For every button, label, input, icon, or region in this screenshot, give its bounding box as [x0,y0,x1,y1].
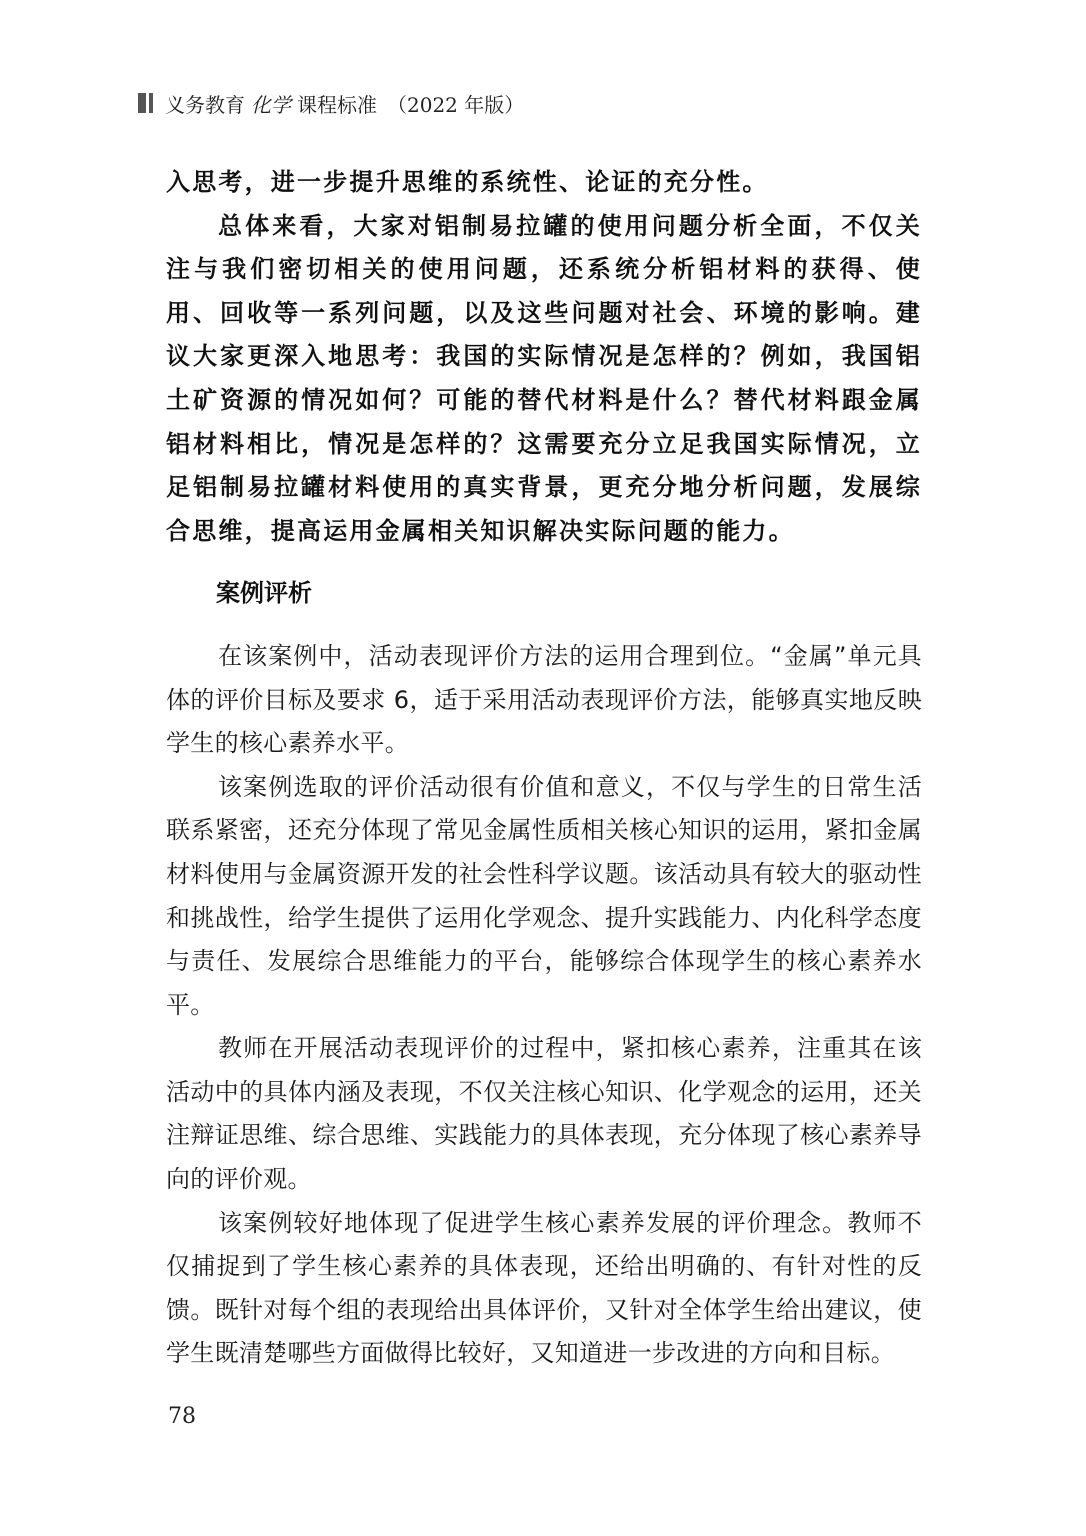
discussion-section [166,160,922,552]
header-bar-wide [138,93,146,113]
analysis-paragraph-3: 教师在开展活动表现评价的过程中，紧扣核心素养，注重其在该活动中的具体内涵及表现，不仅关注核心知识、化学观念的运用，还关注辩证思维、综合思维、实践能力的具体表现，充分体现了核心素养导向的评价观。 [166,1034,922,1194]
analysis-paragraph-2: 该案例选取的评价活动很有价值和意义，不仅与学生的日常生活联系紧密，还充分体现了常见金属性质相关核心知识的运用，紧扣金属材料使用与金属资源开发的社会性科学议题。该活动具有较大的驱动性和挑战性，给学生提供了运用化学观念、提升实践能力、内化科学态度与责任、发展综合思维能力的平台，能够综合体现学生的核心素养水平。 [166,772,922,1019]
analysis-paragraph-4: 该案例较好地体现了促进学生核心素养发展的评价理念。教师不仅捕捉到了学生核心素养的具体表现，还给出明确的、有针对性的反馈。既针对每个组的表现给出具体评价，又针对全体学生给出建议，使学生既清楚哪些方面做得比较好，又知道进一步改进的方向和目标。 [166,1208,922,1368]
page-body [166,160,922,1376]
header-bar-icon [138,93,153,113]
discussion-paragraph-2: 总体来看，大家对铝制易拉罐的使用问题分析全面，不仅关注与我们密切相关的使用问题，还系统分析铝材料的获得、使用、回收等一系列问题，以及这些问题对社会、环境的影响。建议大家更深入地思考：我国的实际情况是怎样的？例如，我国铝土矿资源的情况如何？可能的替代材料是什么？替代材料跟金属铝材料相比，情况是怎样的？这需要充分立足我国实际情况，立足铝制易拉罐材料使用的真实背景，更充分地分析问题，发展综合思维，提高运用金属相关知识解决实际问题的能力。 [166,210,922,545]
page-number: 78 [168,1404,196,1429]
header-prefix: 义务教育 [165,92,245,117]
header-bar-thin [149,93,153,113]
running-header [138,86,524,120]
header-subject: 化学 [251,92,291,117]
header-suffix: 课程标准 [297,92,377,117]
section-heading: 案例评析 [216,579,312,608]
header-edition: （2022 年版） [387,92,525,117]
discussion-paragraph-1: 入思考，进一步提升思维的系统性、论证的充分性。 [166,167,769,196]
analysis-section [166,635,922,1376]
analysis-paragraph-1: 在该案例中，活动表现评价方法的运用合理到位。“金属”单元具体的评价目标及要求 6，适于采用活动表现评价方法，能够真实地反映学生的核心素养水平。 [166,641,922,758]
